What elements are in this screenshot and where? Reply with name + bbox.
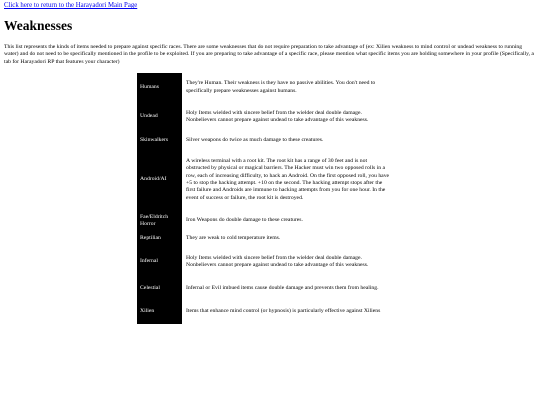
race-weakness: They're Human. Their weakness is they have no passive abilities. You don't need to specifically prepare weaknesses against humans. — [182, 73, 395, 102]
table-row — [137, 277, 395, 300]
race-name: Xilien — [137, 300, 182, 324]
race-weakness: They are weak to cold temperature items. — [182, 231, 395, 247]
race-weakness: Infernal or Evil imbued items cause double damage and prevents them from healing. — [182, 277, 395, 300]
race-name: Infernal — [137, 247, 182, 277]
table-row — [137, 149, 395, 211]
table-row — [137, 211, 395, 231]
table-row — [137, 132, 395, 149]
table-row — [137, 247, 395, 277]
race-name: Celestial — [137, 277, 182, 300]
race-weakness: Holy Items wielded with sincere belief from the wielder deal double damage. Nonbelievers cannot prepare against undead to take advantage of this weakness. — [182, 102, 395, 132]
race-name: Reptilian — [137, 231, 182, 247]
page-title: Weaknesses — [4, 18, 73, 33]
race-weakness: Iron Weapons do double damage to these creatures. — [182, 211, 395, 231]
race-weakness: Items that enhance mind control (or hypnosis) is particularly effective against Xiliens — [182, 300, 395, 324]
table-row — [137, 102, 395, 132]
table-row — [137, 300, 395, 324]
race-name: Undead — [137, 102, 182, 132]
race-name: Skinwalkers — [137, 132, 182, 149]
race-weakness: A wireless terminal with a root kit. The root kit has a range of 30 feet and is not obstructed by physical or magical barriers. The Hacker must win two opposed rolls in a row, each of increasing difficulty, to hack an Android. On the first opposed roll, you have +5 to stop the hacking attempt. +10 on the second. The hacking attempt stops after the first failure and Androids are immune to hacking attempts from you for one hour. In the event of success or failure, the root kit is destroyed. — [182, 149, 395, 211]
race-name: Humans — [137, 73, 182, 102]
race-name: Android/AI — [137, 149, 182, 211]
weaknesses-table — [137, 73, 395, 324]
race-name: Fae/Eldritch Horror — [137, 211, 182, 231]
main-page-link[interactable]: Click here to return to the Harayadori Main Page — [4, 2, 138, 9]
race-weakness: Silver weapons do twice as much damage to these creatures. — [182, 132, 395, 149]
table-row — [137, 73, 395, 102]
table-row — [137, 231, 395, 247]
race-weakness: Holy Items wielded with sincere belief from the wielder deal double damage. Nonbelievers cannot prepare against undead to take advantage of this weakness. — [182, 247, 395, 277]
intro-paragraph: This list represents the kinds of items needed to prepare against specific races. There are some weaknesses that do not require preparation to take advantage of (ex: Xilien weakness to mind control or undead weakness to running water) and do not need to be specifically mentioned in the profile to be exploited. If you are preparing to take advantage of a specific race, please mention what specific items you are holding somewhere in your profile (Specifically, a tab for Harayadori RP that features your character) — [4, 44, 534, 65]
